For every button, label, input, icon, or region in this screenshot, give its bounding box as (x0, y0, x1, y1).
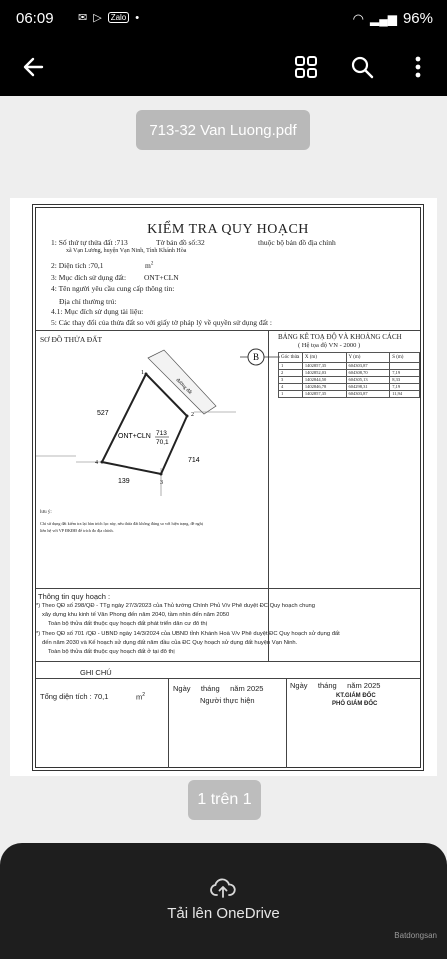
planning-text: Toàn bộ thửa đất thuộc quy hoạch đất phát triển dân cư đô thị (48, 621, 207, 627)
notes-header: GHI CHÚ (80, 668, 112, 677)
sketch-title: SƠ ĐỒ THỬA ĐẤT (40, 335, 103, 344)
table-row (279, 363, 420, 370)
table-cell: 7,19 (390, 370, 420, 377)
table-cell: 604303,87 (346, 391, 390, 398)
document-title: KIỂM TRA QUY HOẠCH (147, 222, 309, 237)
area-unit: $m^2$ (145, 261, 154, 270)
date-right: Ngày tháng năm 2025 (290, 681, 381, 690)
divider (268, 330, 269, 661)
signal-icon: ▂▄▆ (370, 11, 397, 26)
grid-icon (294, 55, 318, 79)
vertex-label: 3 (160, 480, 163, 486)
table-header: Y (m) (346, 353, 390, 363)
director-label: KT.GIÁM ĐỐC (336, 693, 376, 699)
divider (286, 678, 287, 768)
planning-text: *) Theo QĐ số 298/QĐ - TTg ngày 27/3/2023 của Thủ tướng Chính Phủ V/v Phê duyệt ĐC Quy hoạch chung (36, 603, 316, 609)
divider (36, 678, 420, 679)
road-label: đường đất (174, 377, 193, 396)
status-time: 06:09 (16, 10, 54, 27)
vertex-marker (186, 415, 189, 418)
note-text: Chỉ sử dụng đất kiểm tra lại hàn trích lục này, nếu thửa đất không đúng so với hiện trạng, đề nghị (40, 521, 203, 526)
vice-director-label: PHÓ GIÁM ĐỐC (332, 701, 378, 707)
divider (168, 678, 169, 768)
more-vert-icon (415, 56, 421, 78)
back-button[interactable] (14, 48, 52, 86)
coordinate-table (278, 352, 420, 398)
vertex-marker (101, 461, 104, 464)
zalo-icon: Zalo (108, 12, 130, 23)
grid-view-button[interactable] (287, 48, 325, 86)
vertex-label: 4 (95, 460, 98, 466)
planning-text: *) Theo QĐ số 701 /QĐ - UBND ngày 14/3/2024 của UBND tỉnh Khánh Hoà V/v Phê duyệt ĐC Quy hoạch sử dụng đất (36, 631, 340, 637)
planning-title: Thông tin quy hoạch : (38, 592, 111, 601)
vertex-label: 1 (141, 370, 144, 376)
wifi-icon: ◠ (352, 10, 364, 26)
cadastral-map-label: thuộc bộ bản đồ địa chính (258, 238, 336, 247)
table-row (279, 391, 420, 398)
status-bar (0, 0, 447, 38)
bottom-sheet (0, 843, 447, 959)
table-cell: 7,19 (390, 384, 420, 391)
table-header: X (m) (302, 353, 346, 363)
document-inner-frame (35, 207, 421, 768)
vertex-marker (160, 473, 163, 476)
table-cell: 1402852,03 (302, 370, 346, 377)
neighbor-label: 139 (118, 478, 130, 485)
document-purpose-label: 4.1: Mục đích sử dụng tài liệu: (51, 307, 144, 316)
total-area: Tổng diện tích : 70,1 (40, 692, 109, 701)
table-cell: 1 (279, 391, 303, 398)
table-cell: 1402857,35 (302, 363, 346, 370)
upload-onedrive-button[interactable]: Tải lên OneDrive (167, 905, 280, 922)
file-name-chip: 713-32 Van Luong.pdf (136, 110, 310, 150)
plot-number: 713 (156, 430, 167, 437)
table-title: BẢNG KÊ TOẠ ĐỘ VÀ KHOẢNG CÁCH (278, 333, 402, 341)
search-icon (350, 55, 374, 79)
planning-text: xây dựng khu kinh tế Vân Phong đến năm 2040, tầm nhìn đến năm 2050 (42, 612, 230, 618)
note-text: liên hệ với VP ĐKĐĐ để trích đo địa chính. (40, 528, 114, 533)
table-cell: 1402846,78 (302, 384, 346, 391)
parcel-number: 1: Số thứ tự thửa đất :713 (51, 238, 128, 247)
dot-icon: • (135, 11, 140, 24)
pdf-page[interactable] (10, 198, 437, 776)
planning-text: đến năm 2030 và Kế hoạch sử dụng đất năm đầu của ĐC Quy hoạch sử dụng đất huyện Vạn Ninh. (42, 640, 298, 646)
table-subtitle: ( Hệ tọa độ VN - 2000 ) (298, 342, 361, 349)
plot-area: 70,1 (156, 439, 169, 446)
vertex-label: 2 (191, 412, 194, 418)
land-use-value: ONT+CLN (144, 273, 179, 282)
battery-level: 96% (402, 10, 433, 27)
note-title: lưu ý: (40, 510, 52, 515)
table-cell: 3 (279, 377, 303, 384)
parcel-outline (102, 374, 187, 474)
map-sheet-number: Tờ bản đồ số:32 (156, 238, 205, 247)
app-bar (0, 38, 447, 96)
notification-icon: ▷ (93, 12, 102, 24)
table-row (279, 377, 420, 384)
parcel-sketch (36, 346, 268, 506)
table-header: S (m) (390, 353, 420, 363)
document-frame (32, 204, 424, 771)
vertex-marker (145, 373, 148, 376)
table-cell: 8,33 (390, 377, 420, 384)
total-area-unit: $m^2$ (136, 692, 146, 702)
north-marker-label: B (252, 352, 260, 362)
changes-label: 5: Các thay đổi của thửa đất so với giấy tờ pháp lý về quyền sử dụng đất : (51, 318, 273, 327)
divider (36, 588, 420, 589)
more-options-button[interactable] (399, 48, 437, 86)
date-left: Ngày tháng năm 2025 (173, 684, 264, 693)
land-use-label: 3: Mục đích sử dụng đất: (51, 273, 127, 282)
plot-land-use: ONT+CLN (118, 433, 151, 440)
table-cell (390, 363, 420, 370)
table-row (279, 370, 420, 377)
table-cell: 1402857,35 (302, 391, 346, 398)
arrow-left-icon (22, 56, 44, 78)
table-cell: 604305,13 (346, 377, 390, 384)
neighbor-label: 527 (97, 410, 109, 417)
table-cell: 1 (279, 363, 303, 370)
parcel-location: xã Vạn Lương, huyện Vạn Ninh, Tỉnh Khánh Hòa (66, 248, 187, 254)
watermark: Batdongsan (394, 931, 437, 940)
table-cell: 11,94 (390, 391, 420, 398)
requester-label: 4: Tên người yêu cầu cung cấp thông tin: (51, 284, 175, 293)
search-button[interactable] (343, 48, 381, 86)
planning-text: Toàn bộ thửa đất thuộc quy hoạch đất ở tại đô thị (48, 649, 175, 655)
divider (36, 661, 420, 662)
address-label: Địa chỉ thường trú: (59, 297, 117, 306)
neighbor-label: 714 (188, 457, 200, 464)
table-cell: 604308,70 (346, 370, 390, 377)
page-indicator: 1 trên 1 (188, 780, 261, 820)
cloud-upload-icon[interactable] (210, 878, 236, 898)
divider (36, 330, 420, 331)
table-cell: 4 (279, 384, 303, 391)
table-cell: 604298,31 (346, 384, 390, 391)
table-header: Góc thửa (279, 353, 303, 363)
table-cell: 604303,87 (346, 363, 390, 370)
area-line: 2: Diện tích :70,1 (51, 261, 104, 270)
notification-icon: ✉ (78, 12, 88, 24)
table-header-row (279, 353, 420, 363)
table-cell: 1402844,50 (302, 377, 346, 384)
table-row (279, 384, 420, 391)
performer-label: Người thực hiện (200, 696, 255, 705)
table-cell: 2 (279, 370, 303, 377)
